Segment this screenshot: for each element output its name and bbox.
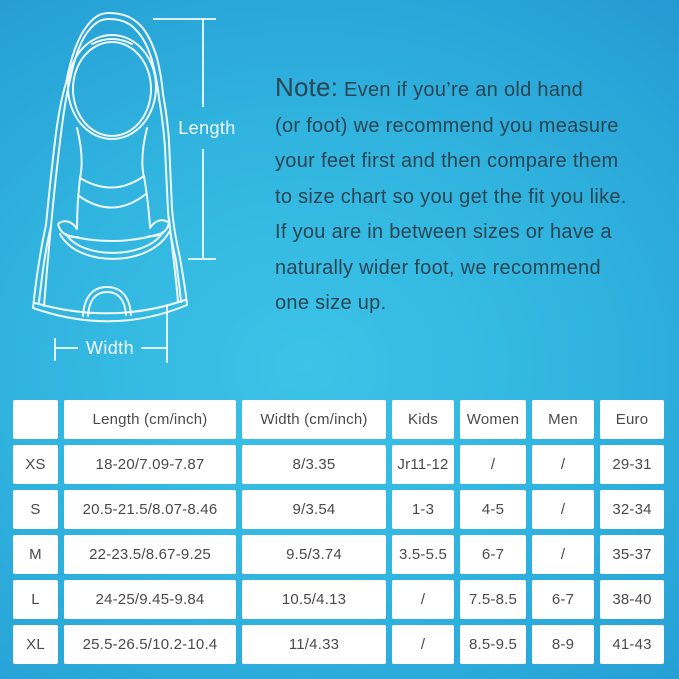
- width-label: Width: [85, 338, 135, 358]
- table-cell: 20.5-21.5/8.07-8.46: [64, 490, 236, 529]
- header-cell-corner: [13, 400, 58, 439]
- header-cell-kids: Kids: [392, 400, 454, 439]
- note-line-text: Even if you’re an old hand: [344, 79, 584, 101]
- table-cell: Jr11-12: [392, 445, 454, 484]
- fin-measurement-diagram: [20, 8, 255, 370]
- size-cell: XS: [13, 445, 58, 484]
- note-line: one size up.: [275, 292, 387, 314]
- header-cell-men: Men: [532, 400, 594, 439]
- note-line: (or foot) we recommend you measure: [275, 114, 619, 137]
- table-cell: 8-9: [532, 625, 594, 664]
- size-table: [13, 400, 664, 664]
- table-cell: 4-5: [460, 490, 526, 529]
- table-cell: 25.5-26.5/10.2-10.4: [64, 625, 236, 664]
- size-cell: L: [13, 580, 58, 619]
- table-cell: 9/3.54: [242, 490, 386, 529]
- table-cell: 22-23.5/8.67-9.25: [64, 535, 236, 574]
- table-cell: 7.5-8.5: [460, 580, 526, 619]
- table-cell: 10.5/4.13: [242, 580, 386, 619]
- table-cell: /: [392, 580, 454, 619]
- note-line: your feet first and then compare them: [275, 150, 619, 172]
- table-cell: 35-37: [600, 535, 664, 574]
- length-label: Length: [178, 118, 236, 138]
- table-cell: 3.5-5.5: [392, 535, 454, 574]
- table-cell: 29-31: [600, 445, 664, 484]
- size-cell: S: [13, 490, 58, 529]
- table-cell: /: [460, 445, 526, 484]
- table-cell: 6-7: [532, 580, 594, 619]
- header-cell-length: Length (cm/inch): [64, 400, 236, 439]
- table-cell: 9.5/3.74: [242, 535, 386, 574]
- table-cell: /: [532, 490, 594, 529]
- table-cell: 18-20/7.09-7.87: [64, 445, 236, 484]
- header-cell-women: Women: [460, 400, 526, 439]
- length-dimension-line: [153, 19, 216, 259]
- table-cell: 11/4.33: [242, 625, 386, 664]
- header-cell-width: Width (cm/inch): [242, 400, 386, 439]
- note-paragraph: [275, 70, 673, 322]
- table-cell: 41-43: [600, 625, 664, 664]
- note-line: [275, 70, 673, 109]
- table-cell: /: [532, 535, 594, 574]
- table-cell: 24-25/9.45-9.84: [64, 580, 236, 619]
- note-line: to size chart so you get the fit you like.: [275, 185, 627, 208]
- table-cell: /: [392, 625, 454, 664]
- note-label: Note:: [275, 72, 339, 102]
- size-cell: M: [13, 535, 58, 574]
- table-cell: 8.5-9.5: [460, 625, 526, 664]
- table-cell: 32-34: [600, 490, 664, 529]
- table-cell: 1-3: [392, 490, 454, 529]
- table-cell: 8/3.35: [242, 445, 386, 484]
- table-cell: 6-7: [460, 535, 526, 574]
- fin-outline: [33, 13, 187, 321]
- note-line: If you are in between sizes or have a: [275, 221, 612, 243]
- size-cell: XL: [13, 625, 58, 664]
- table-cell: /: [532, 445, 594, 484]
- header-cell-euro: Euro: [600, 400, 664, 439]
- note-line: naturally wider foot, we recommend: [275, 256, 601, 279]
- table-cell: 38-40: [600, 580, 664, 619]
- swim-fin-outline-icon: [20, 8, 255, 370]
